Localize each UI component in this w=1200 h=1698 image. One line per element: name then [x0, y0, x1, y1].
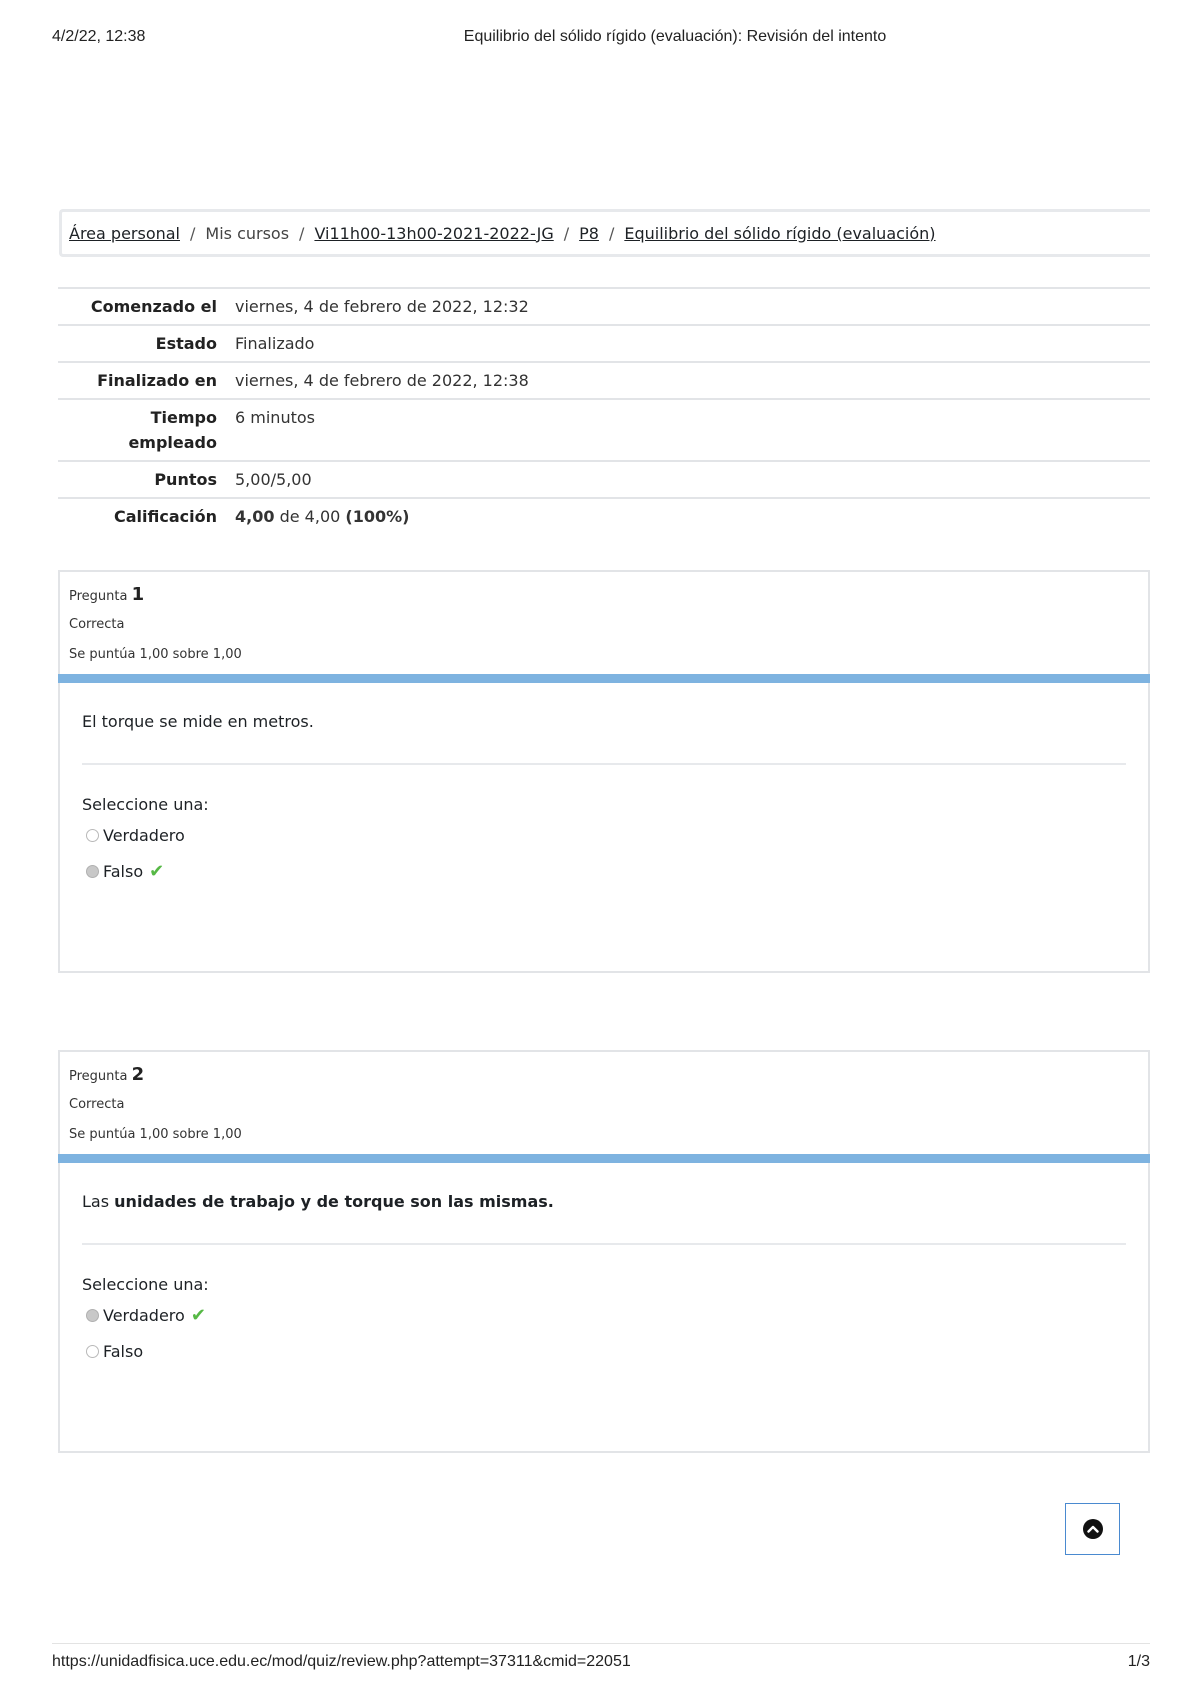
question-state: Correcta — [69, 1097, 125, 1112]
breadcrumb-course[interactable]: Vi11h00-13h00-2021-2022-JG — [314, 223, 554, 243]
question-2 — [58, 1050, 1150, 1453]
radio-unselected[interactable] — [86, 1345, 99, 1358]
question-content — [60, 1163, 1148, 1369]
option-label: Verdadero — [103, 1305, 185, 1325]
question-mark: Se puntúa 1,00 sobre 1,00 — [69, 647, 242, 662]
radio-selected[interactable] — [86, 865, 99, 878]
summary-value: viernes, 4 de febrero de 2022, 12:32 — [227, 288, 1150, 325]
back-to-top-button[interactable] — [1065, 1503, 1120, 1555]
answer-prompt: Seleccione una: — [82, 795, 209, 814]
print-datetime: 4/2/22, 12:38 — [52, 28, 146, 45]
summary-label: Finalizado en — [58, 362, 227, 399]
summary-row-time — [58, 399, 1150, 461]
radio-selected[interactable] — [86, 1309, 99, 1322]
summary-row-grade — [58, 498, 1150, 534]
question-header-bar — [58, 1154, 1150, 1163]
breadcrumb-separator: / — [190, 223, 196, 243]
question-number: 2 — [131, 1064, 145, 1085]
question-state: Correcta — [69, 617, 125, 632]
summary-label: Calificación — [58, 498, 227, 534]
breadcrumb-mis-cursos: Mis cursos — [205, 223, 290, 243]
summary-value: 4,00 de 4,00 (100%) — [227, 498, 1150, 534]
breadcrumb-separator: / — [608, 223, 615, 243]
question-1 — [58, 570, 1150, 973]
summary-label: Estado — [58, 325, 227, 362]
question-info: Pregunta 2 Correcta Se puntúa 1,00 sobre 1,00 — [60, 1052, 1148, 1154]
summary-row-finished — [58, 362, 1150, 399]
question-number: 1 — [131, 584, 145, 605]
radio-unselected[interactable] — [86, 829, 99, 842]
option-falso[interactable] — [86, 853, 1126, 889]
breadcrumb-quiz[interactable]: Equilibrio del sólido rígido (evaluación) — [624, 223, 936, 243]
question-mark: Se puntúa 1,00 sobre 1,00 — [69, 1127, 242, 1142]
option-label: Falso — [103, 861, 144, 881]
print-page-number: 1/3 — [1127, 1653, 1150, 1670]
breadcrumb-section[interactable]: P8 — [579, 223, 599, 243]
summary-value: Finalizado — [227, 325, 1150, 362]
option-falso[interactable] — [86, 1333, 1126, 1369]
summary-value: 5,00/5,00 — [227, 461, 1150, 498]
print-footer — [0, 1653, 1200, 1675]
answer-prompt: Seleccione una: — [82, 1275, 209, 1294]
breadcrumb — [59, 209, 1150, 257]
summary-value: 6 minutos — [227, 399, 1150, 461]
option-label: Verdadero — [103, 825, 185, 845]
attempt-summary-table — [58, 287, 1150, 534]
check-icon: ✔ — [149, 860, 165, 882]
breadcrumb-area-personal[interactable]: Área personal — [69, 223, 180, 243]
summary-row-points — [58, 461, 1150, 498]
question-header-bar — [58, 674, 1150, 683]
summary-label: Tiempo empleado — [58, 399, 227, 461]
breadcrumb-separator: / — [299, 223, 305, 243]
summary-row-state — [58, 325, 1150, 362]
option-verdadero[interactable] — [86, 1297, 1126, 1333]
footer-divider — [52, 1643, 1150, 1644]
print-url: https://unidadfisica.uce.edu.ec/mod/quiz/review.php?attempt=37311&cmid=22051 — [52, 1653, 631, 1670]
question-content — [60, 683, 1148, 889]
summary-value: viernes, 4 de febrero de 2022, 12:38 — [227, 362, 1150, 399]
option-label: Falso — [103, 1341, 144, 1361]
check-icon: ✔ — [190, 1304, 206, 1326]
question-text: El torque se mide en metros. — [82, 707, 1126, 765]
question-text: Las unidades de trabajo y de torque son las mismas. — [82, 1187, 1126, 1245]
summary-label: Comenzado el — [58, 288, 227, 325]
option-verdadero[interactable] — [86, 817, 1126, 853]
chevron-up-icon — [1083, 1519, 1103, 1539]
print-title: Equilibrio del sólido rígido (evaluación): Revisión del intento — [463, 28, 887, 45]
print-header — [0, 28, 1200, 50]
question-info: Pregunta 1 Correcta Se puntúa 1,00 sobre 1,00 — [60, 572, 1148, 674]
summary-row-started — [58, 288, 1150, 325]
summary-label: Puntos — [58, 461, 227, 498]
breadcrumb-separator: / — [563, 223, 570, 243]
